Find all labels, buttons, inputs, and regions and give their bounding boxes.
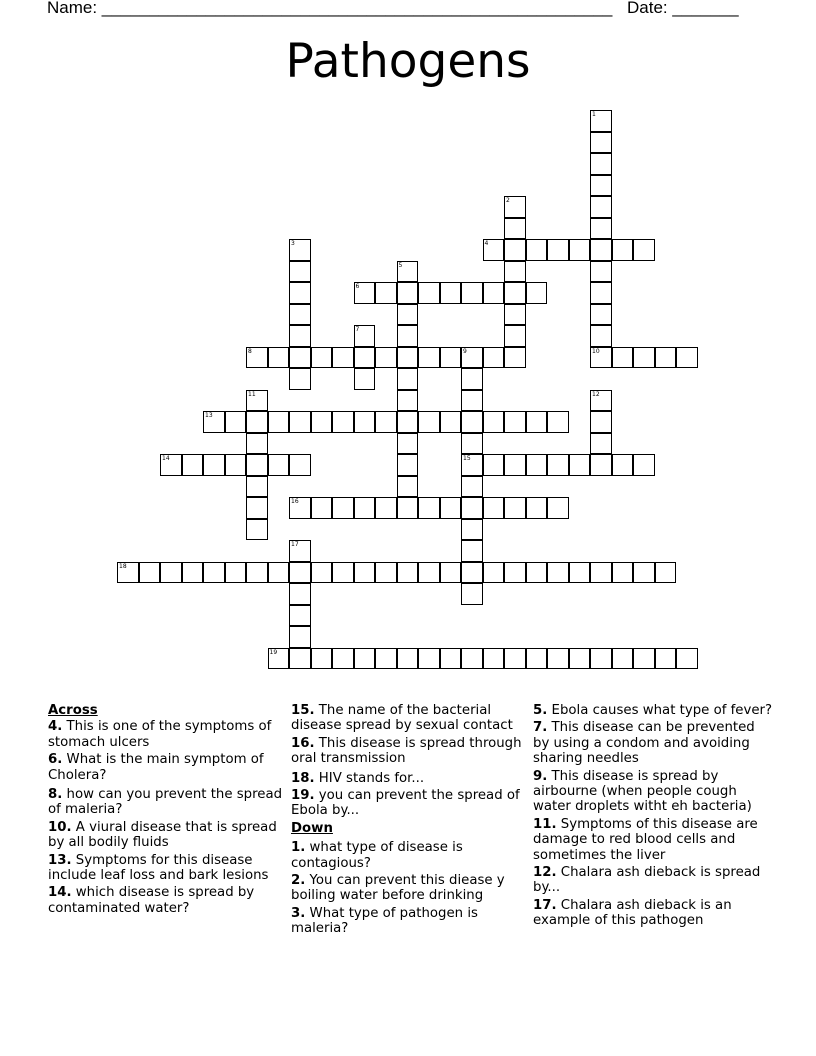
grid-cell[interactable] bbox=[289, 605, 311, 627]
grid-cell[interactable] bbox=[354, 562, 376, 584]
grid-cell[interactable] bbox=[311, 347, 333, 369]
grid-cell[interactable] bbox=[483, 347, 505, 369]
grid-cell[interactable] bbox=[332, 347, 354, 369]
grid-cell[interactable] bbox=[117, 562, 139, 584]
grid-cell[interactable] bbox=[526, 411, 548, 433]
grid-cell[interactable] bbox=[375, 282, 397, 304]
clue-text: The name of the bacterial disease spread by sexual contact bbox=[291, 703, 513, 734]
clue-number: 15. bbox=[291, 703, 315, 718]
cell-number: 9 bbox=[463, 347, 467, 355]
grid-cell[interactable] bbox=[504, 497, 526, 519]
grid-cell[interactable] bbox=[354, 648, 376, 670]
cell-number: 18 bbox=[119, 562, 127, 570]
across-clue-13 bbox=[48, 853, 288, 884]
grid-cell[interactable] bbox=[590, 325, 612, 347]
grid-cell[interactable] bbox=[332, 648, 354, 670]
grid-cell[interactable] bbox=[311, 648, 333, 670]
grid-cell[interactable] bbox=[268, 411, 290, 433]
clue-number: 14. bbox=[48, 885, 72, 901]
grid-cell[interactable] bbox=[590, 304, 612, 326]
cell-number: 17 bbox=[291, 541, 299, 548]
grid-cell[interactable] bbox=[139, 562, 161, 584]
cell-number: 13 bbox=[205, 412, 213, 419]
grid-cell[interactable] bbox=[590, 175, 612, 197]
grid-cell[interactable] bbox=[418, 648, 440, 670]
clue-text: A viural disease that is spread by all bodily fluids bbox=[48, 819, 277, 851]
grid-cell[interactable] bbox=[289, 325, 311, 347]
clue-number: 18. bbox=[291, 770, 315, 786]
grid-cell[interactable] bbox=[289, 282, 311, 304]
grid-cell[interactable] bbox=[246, 519, 268, 541]
clue-number: 3. bbox=[291, 905, 306, 921]
grid-cell[interactable] bbox=[397, 562, 419, 584]
cell-number: 8 bbox=[248, 347, 252, 355]
clues-column-1 bbox=[48, 703, 288, 918]
grid-cell[interactable] bbox=[418, 497, 440, 519]
grid-cell[interactable] bbox=[246, 411, 268, 433]
grid-cell[interactable] bbox=[397, 454, 419, 476]
grid-cell[interactable] bbox=[590, 110, 612, 132]
down-clue-3 bbox=[291, 906, 531, 937]
grid-cell[interactable] bbox=[375, 411, 397, 433]
grid-cell[interactable] bbox=[332, 562, 354, 584]
grid-cell[interactable] bbox=[633, 648, 655, 670]
grid-cell[interactable] bbox=[504, 562, 526, 584]
down-clue-17 bbox=[533, 898, 773, 929]
clues-column-2 bbox=[291, 703, 531, 939]
grid-cell[interactable] bbox=[440, 648, 462, 670]
grid-cell[interactable] bbox=[354, 347, 376, 369]
grid-cell[interactable] bbox=[397, 347, 419, 369]
grid-cell[interactable] bbox=[225, 562, 247, 584]
clue-number: 12. bbox=[533, 865, 557, 881]
grid-cell[interactable] bbox=[461, 497, 483, 519]
grid-cell[interactable] bbox=[268, 347, 290, 369]
grid-cell[interactable] bbox=[289, 261, 311, 283]
down-clue-12 bbox=[533, 865, 773, 896]
grid-cell[interactable] bbox=[461, 519, 483, 541]
grid-cell[interactable] bbox=[612, 347, 634, 369]
grid-cell[interactable] bbox=[354, 282, 376, 304]
grid-cell[interactable] bbox=[590, 411, 612, 433]
across-heading: Across bbox=[48, 703, 98, 718]
cell-number: 16 bbox=[291, 498, 299, 505]
grid-cell[interactable] bbox=[547, 454, 569, 476]
clue-number: 7. bbox=[533, 720, 548, 736]
grid-cell[interactable] bbox=[418, 282, 440, 304]
down-clue-2 bbox=[291, 873, 531, 904]
grid-cell[interactable] bbox=[590, 562, 612, 584]
grid-cell[interactable] bbox=[504, 648, 526, 670]
across-clue-4 bbox=[48, 719, 288, 750]
across-clue-10 bbox=[48, 820, 288, 851]
grid-cell[interactable] bbox=[397, 411, 419, 433]
clue-number: 5. bbox=[533, 703, 548, 718]
grid-cell[interactable] bbox=[547, 648, 569, 670]
grid-cell[interactable] bbox=[655, 562, 677, 584]
down-clue-7 bbox=[533, 720, 773, 766]
grid-cell[interactable] bbox=[504, 325, 526, 347]
grid-cell[interactable] bbox=[569, 562, 591, 584]
grid-cell[interactable] bbox=[311, 497, 333, 519]
clue-text: You can prevent this diease y boiling water before drinking bbox=[291, 873, 505, 904]
across-clue-18 bbox=[291, 771, 531, 786]
grid-cell[interactable] bbox=[526, 497, 548, 519]
grid-cell[interactable] bbox=[590, 218, 612, 240]
grid-cell[interactable] bbox=[633, 347, 655, 369]
cell-number: 5 bbox=[398, 261, 403, 269]
grid-cell[interactable] bbox=[461, 368, 483, 390]
grid-cell[interactable] bbox=[483, 454, 505, 476]
grid-cell[interactable] bbox=[182, 454, 204, 476]
cell-number: 6 bbox=[355, 283, 360, 290]
grid-cell[interactable] bbox=[590, 261, 612, 283]
clue-number: 9. bbox=[533, 768, 548, 784]
grid-cell[interactable] bbox=[612, 454, 634, 476]
grid-cell[interactable] bbox=[483, 497, 505, 519]
grid-cell[interactable] bbox=[203, 562, 225, 584]
grid-cell[interactable] bbox=[246, 390, 268, 412]
grid-cell[interactable] bbox=[461, 411, 483, 433]
grid-cell[interactable] bbox=[526, 454, 548, 476]
clue-number: 2. bbox=[291, 873, 306, 889]
cell-number: 12 bbox=[592, 390, 600, 398]
grid-cell[interactable] bbox=[612, 648, 634, 670]
grid-cell[interactable] bbox=[483, 562, 505, 584]
grid-cell[interactable] bbox=[289, 304, 311, 326]
cell-number: 3 bbox=[291, 240, 295, 247]
grid-cell[interactable] bbox=[569, 454, 591, 476]
grid-cell[interactable] bbox=[246, 497, 268, 519]
grid-cell[interactable] bbox=[397, 433, 419, 455]
clue-text: This disease can be prevented by using a condom and avoiding sharing needles bbox=[533, 720, 755, 767]
clue-number: 11. bbox=[533, 816, 557, 832]
grid-cell[interactable] bbox=[289, 411, 311, 433]
grid-cell[interactable] bbox=[397, 390, 419, 412]
grid-cell[interactable] bbox=[590, 239, 612, 261]
grid-cell[interactable] bbox=[289, 497, 311, 519]
grid-cell[interactable] bbox=[461, 540, 483, 562]
grid-cell[interactable] bbox=[397, 261, 419, 283]
clue-text: Symptoms for this disease include leaf loss and bark lesions bbox=[48, 852, 269, 884]
grid-cell[interactable] bbox=[547, 239, 569, 261]
grid-cell[interactable] bbox=[289, 583, 311, 605]
grid-cell[interactable] bbox=[526, 239, 548, 261]
cell-number: 1 bbox=[592, 111, 596, 118]
grid-cell[interactable] bbox=[655, 648, 677, 670]
grid-cell[interactable] bbox=[526, 562, 548, 584]
across-clue-8 bbox=[48, 787, 288, 818]
grid-cell[interactable] bbox=[504, 196, 526, 218]
grid-cell[interactable] bbox=[354, 497, 376, 519]
grid-cell[interactable] bbox=[483, 648, 505, 670]
grid-cell[interactable] bbox=[289, 626, 311, 648]
clue-text: what type of disease is contagious? bbox=[291, 840, 463, 871]
grid-cell[interactable] bbox=[504, 347, 526, 369]
clue-number: 10. bbox=[48, 819, 72, 835]
grid-cell[interactable] bbox=[590, 132, 612, 154]
grid-cell[interactable] bbox=[397, 497, 419, 519]
clue-text: Chalara ash dieback is spread by... bbox=[533, 865, 761, 896]
grid-cell[interactable] bbox=[289, 562, 311, 584]
clues-column-3 bbox=[533, 703, 773, 931]
grid-cell[interactable] bbox=[483, 411, 505, 433]
grid-cell[interactable] bbox=[375, 562, 397, 584]
grid-cell[interactable] bbox=[289, 239, 311, 261]
cell-number: 11 bbox=[248, 390, 256, 398]
grid-cell[interactable] bbox=[246, 562, 268, 584]
grid-cell[interactable] bbox=[461, 648, 483, 670]
grid-cell[interactable] bbox=[461, 454, 483, 476]
grid-cell[interactable] bbox=[225, 454, 247, 476]
grid-cell[interactable] bbox=[483, 282, 505, 304]
grid-cell[interactable] bbox=[354, 368, 376, 390]
grid-cell[interactable] bbox=[418, 347, 440, 369]
grid-cell[interactable] bbox=[354, 325, 376, 347]
grid-cell[interactable] bbox=[440, 282, 462, 304]
across-clue-15 bbox=[291, 703, 531, 734]
grid-cell[interactable] bbox=[246, 433, 268, 455]
grid-cell[interactable] bbox=[504, 239, 526, 261]
grid-cell[interactable] bbox=[397, 368, 419, 390]
clue-text: Ebola causes what type of fever? bbox=[551, 703, 773, 718]
grid-cell[interactable] bbox=[182, 562, 204, 584]
grid-cell[interactable] bbox=[676, 648, 698, 670]
grid-cell[interactable] bbox=[461, 433, 483, 455]
grid-cell[interactable] bbox=[397, 648, 419, 670]
grid-cell[interactable] bbox=[246, 454, 268, 476]
cell-number: 10 bbox=[592, 347, 600, 355]
grid-cell[interactable] bbox=[440, 497, 462, 519]
grid-cell[interactable] bbox=[633, 454, 655, 476]
grid-cell[interactable] bbox=[483, 239, 505, 261]
clue-number: 1. bbox=[291, 840, 306, 856]
clue-number: 8. bbox=[48, 787, 63, 803]
grid-cell[interactable] bbox=[655, 347, 677, 369]
grid-cell[interactable] bbox=[504, 454, 526, 476]
grid-cell[interactable] bbox=[203, 411, 225, 433]
grid-cell[interactable] bbox=[375, 497, 397, 519]
grid-cell[interactable] bbox=[504, 261, 526, 283]
grid-cell[interactable] bbox=[461, 476, 483, 498]
grid-cell[interactable] bbox=[461, 390, 483, 412]
clue-text: how can you prevent the spread of maleria? bbox=[48, 787, 283, 818]
grid-cell[interactable] bbox=[590, 153, 612, 175]
grid-cell[interactable] bbox=[268, 454, 290, 476]
grid-cell[interactable] bbox=[160, 454, 182, 476]
grid-cell[interactable] bbox=[375, 648, 397, 670]
grid-cell[interactable] bbox=[268, 562, 290, 584]
grid-cell[interactable] bbox=[461, 583, 483, 605]
clue-number: 4. bbox=[48, 719, 63, 735]
grid-cell[interactable] bbox=[633, 239, 655, 261]
grid-cell[interactable] bbox=[332, 411, 354, 433]
grid-cell[interactable] bbox=[289, 368, 311, 390]
grid-cell[interactable] bbox=[612, 562, 634, 584]
grid-cell[interactable] bbox=[547, 497, 569, 519]
grid-cell[interactable] bbox=[289, 540, 311, 562]
grid-cell[interactable] bbox=[440, 411, 462, 433]
grid-cell[interactable] bbox=[440, 562, 462, 584]
across-clue-16 bbox=[291, 736, 531, 767]
grid-cell[interactable] bbox=[676, 347, 698, 369]
cell-number: 2 bbox=[506, 197, 510, 204]
cell-number: 15 bbox=[463, 455, 471, 462]
grid-cell[interactable] bbox=[246, 476, 268, 498]
grid-cell[interactable] bbox=[397, 304, 419, 326]
clue-number: 6. bbox=[48, 752, 63, 768]
grid-cell[interactable] bbox=[504, 411, 526, 433]
name-field-label: Name: ______________________________________________________ bbox=[47, 0, 613, 17]
clue-text: This disease is spread by airbourne (when people cough water droplets witht eh bacteria) bbox=[533, 768, 752, 815]
cell-number: 19 bbox=[269, 648, 278, 656]
grid-cell[interactable] bbox=[461, 562, 483, 584]
grid-cell[interactable] bbox=[504, 304, 526, 326]
grid-cell[interactable] bbox=[440, 347, 462, 369]
clue-text: Chalara ash dieback is an example of this pathogen bbox=[533, 897, 732, 929]
cell-number: 14 bbox=[162, 455, 170, 462]
down-clue-9 bbox=[533, 769, 773, 815]
grid-cell[interactable] bbox=[569, 239, 591, 261]
across-clue-6 bbox=[48, 752, 288, 783]
grid-cell[interactable] bbox=[289, 347, 311, 369]
clue-text: Symptoms of this disease are damage to red blood cells and sometimes the liver bbox=[533, 816, 758, 863]
grid-cell[interactable] bbox=[268, 648, 290, 670]
across-clue-19 bbox=[291, 788, 531, 819]
cell-number: 4 bbox=[484, 240, 489, 247]
down-clue-1 bbox=[291, 840, 531, 871]
grid-cell[interactable] bbox=[590, 347, 612, 369]
grid-cell[interactable] bbox=[590, 454, 612, 476]
grid-cell[interactable] bbox=[526, 282, 548, 304]
date-field-label: Date: _______ bbox=[627, 0, 739, 17]
down-clue-5 bbox=[533, 703, 773, 718]
grid-cell[interactable] bbox=[547, 562, 569, 584]
clue-text: This is one of the symptoms of stomach ulcers bbox=[48, 719, 272, 750]
grid-cell[interactable] bbox=[590, 433, 612, 455]
grid-cell[interactable] bbox=[418, 411, 440, 433]
grid-cell[interactable] bbox=[311, 411, 333, 433]
down-heading: Down bbox=[291, 820, 333, 836]
across-clue-14 bbox=[48, 885, 288, 916]
grid-cell[interactable] bbox=[160, 562, 182, 584]
page-title: Pathogens bbox=[285, 34, 531, 89]
grid-cell[interactable] bbox=[590, 196, 612, 218]
clue-number: 19. bbox=[291, 788, 315, 804]
grid-cell[interactable] bbox=[289, 648, 311, 670]
clue-text: you can prevent the spread of Ebola by... bbox=[291, 788, 520, 819]
clue-text: HIV stands for... bbox=[318, 770, 425, 786]
grid-cell[interactable] bbox=[225, 411, 247, 433]
grid-cell[interactable] bbox=[397, 282, 419, 304]
grid-cell[interactable] bbox=[461, 282, 483, 304]
grid-cell[interactable] bbox=[504, 218, 526, 240]
grid-cell[interactable] bbox=[504, 282, 526, 304]
grid-cell[interactable] bbox=[332, 497, 354, 519]
grid-cell[interactable] bbox=[590, 648, 612, 670]
grid-cell[interactable] bbox=[612, 239, 634, 261]
grid-cell[interactable] bbox=[375, 347, 397, 369]
grid-cell[interactable] bbox=[547, 411, 569, 433]
grid-cell[interactable] bbox=[461, 347, 483, 369]
clue-text: which disease is spread by contaminated water? bbox=[48, 885, 255, 916]
grid-cell[interactable] bbox=[203, 454, 225, 476]
grid-cell[interactable] bbox=[590, 390, 612, 412]
clue-text: This disease is spread through oral transmission bbox=[291, 735, 522, 767]
down-clue-11 bbox=[533, 817, 773, 863]
clue-number: 13. bbox=[48, 852, 72, 868]
grid-cell[interactable] bbox=[397, 325, 419, 347]
clue-text: What type of pathogen is maleria? bbox=[291, 905, 478, 937]
grid-cell[interactable] bbox=[418, 562, 440, 584]
grid-cell[interactable] bbox=[311, 562, 333, 584]
grid-cell[interactable] bbox=[569, 648, 591, 670]
cell-number: 7 bbox=[355, 326, 360, 333]
grid-cell[interactable] bbox=[354, 411, 376, 433]
grid-cell[interactable] bbox=[590, 282, 612, 304]
grid-cell[interactable] bbox=[633, 562, 655, 584]
clue-number: 17. bbox=[533, 897, 557, 913]
clue-number: 16. bbox=[291, 735, 315, 751]
clue-text: What is the main symptom of Cholera? bbox=[48, 752, 264, 783]
grid-cell[interactable] bbox=[289, 454, 311, 476]
grid-cell[interactable] bbox=[526, 648, 548, 670]
grid-cell[interactable] bbox=[246, 347, 268, 369]
grid-cell[interactable] bbox=[397, 476, 419, 498]
